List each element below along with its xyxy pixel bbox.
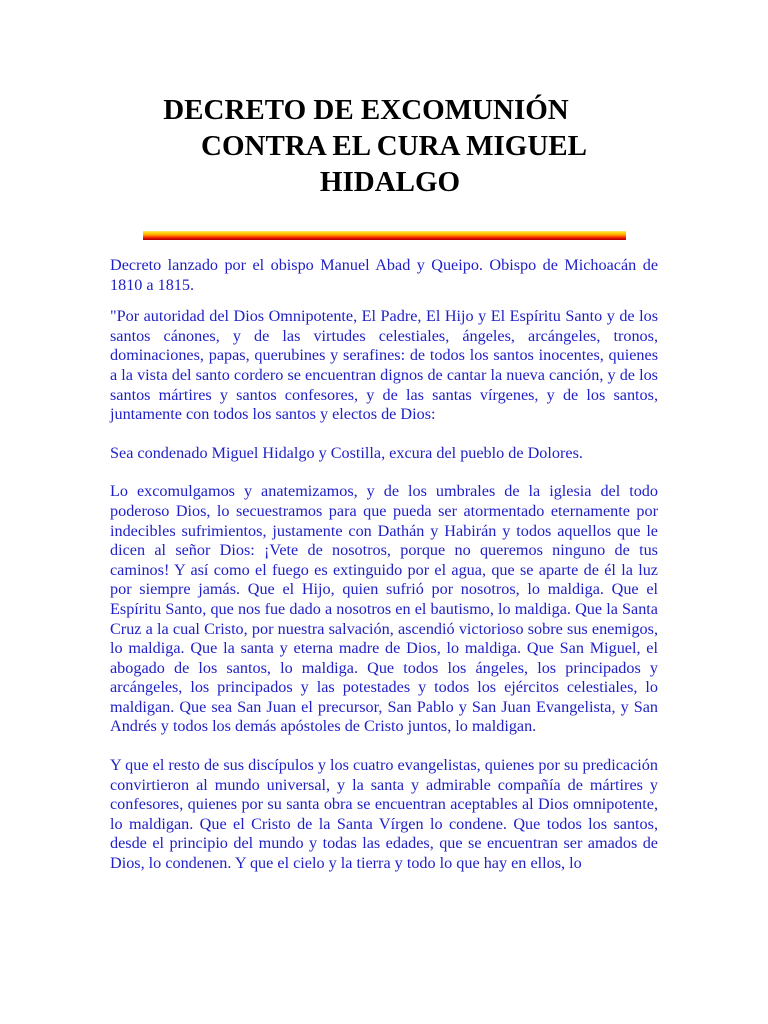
page-title	[110, 92, 670, 200]
paragraph-curses: Y que el resto de sus discípulos y los cuatro evangelistas, quienes por su predicación convirtieron al mundo universal, y la santa y admirable compañía de mártires y confesores, quienes por su santa obra se encuentran aceptables al Dios omnipotente, lo maldigan. Que el Cristo de la Santa Vírgen lo condene. Que todos los santos, desde el principio del mundo y todas las edades, que se encuentran ser amados de Dios, lo condenen. Y que el cielo y la tierra y todo lo que hay en ellos, lo	[110, 756, 658, 873]
paragraph-excommunication: Lo excomulgamos y anatemizamos, y de los umbrales de la iglesia del todo poderoso Dios, lo secuestramos para que pueda ser atormentado eternamente por indecibles sufrimientos, justamente con Dathán y Habirán y todos aquellos que le dicen al señor Dios: ¡Vete de nosotros, porque no queremos ninguno de tus caminos! Y así como el fuego es extinguido por el agua, que se aparte de él la luz por siempre jamás. Que el Hijo, quien sufrió por nosotros, lo maldiga. Que el Espíritu Santo, que nos fue dado a nosotros en el bautismo, lo maldiga. Que la Santa Cruz a la cual Cristo, por nuestra salvación, ascendió victorioso sobre sus enemigos, lo maldiga. Que la santa y eterna madre de Dios, lo maldiga. Que San Miguel, el abogado de los santos, lo maldiga. Que todos los ángeles, los principados y arcángeles, los principados y las potestades y todos los ejércitos celestiales, lo maldigan. Que sea San Juan el precursor, San Pablo y San Juan Evangelista, y San Andrés y todos los demás apóstoles de Cristo juntos, lo maldigan.	[110, 482, 658, 736]
document-body	[110, 256, 658, 893]
title-line: HIDALGO	[319, 166, 461, 198]
title-line: DECRETO DE EXCOMUNIÓN	[163, 94, 569, 126]
paragraph-invocation: "Por autoridad del Dios Omnipotente, El Padre, El Hijo y El Espíritu Santo y de los santos cánones, y de las virtudes celestiales, ángeles, arcángeles, tronos, dominaciones, papas, querubines y serafines: de todos los santos inocentes, quienes a la vista del santo cordero se encuentran dignos de cantar la nueva canción, y de los santos mártires y santos confesores, y de las santas vírgenes, y de los santos, juntamente con todos los santos y electos de Dios:	[110, 307, 658, 424]
title-line: CONTRA EL CURA MIGUEL	[201, 130, 587, 162]
paragraph-condemnation: Sea condenado Miguel Hidalgo y Costilla, excura del pueblo de Dolores.	[110, 443, 583, 462]
decorative-gradient-divider	[143, 231, 626, 240]
intro-paragraph: Decreto lanzado por el obispo Manuel Abad y Queipo. Obispo de Michoacán de 1810 a 1815.	[110, 256, 658, 294]
